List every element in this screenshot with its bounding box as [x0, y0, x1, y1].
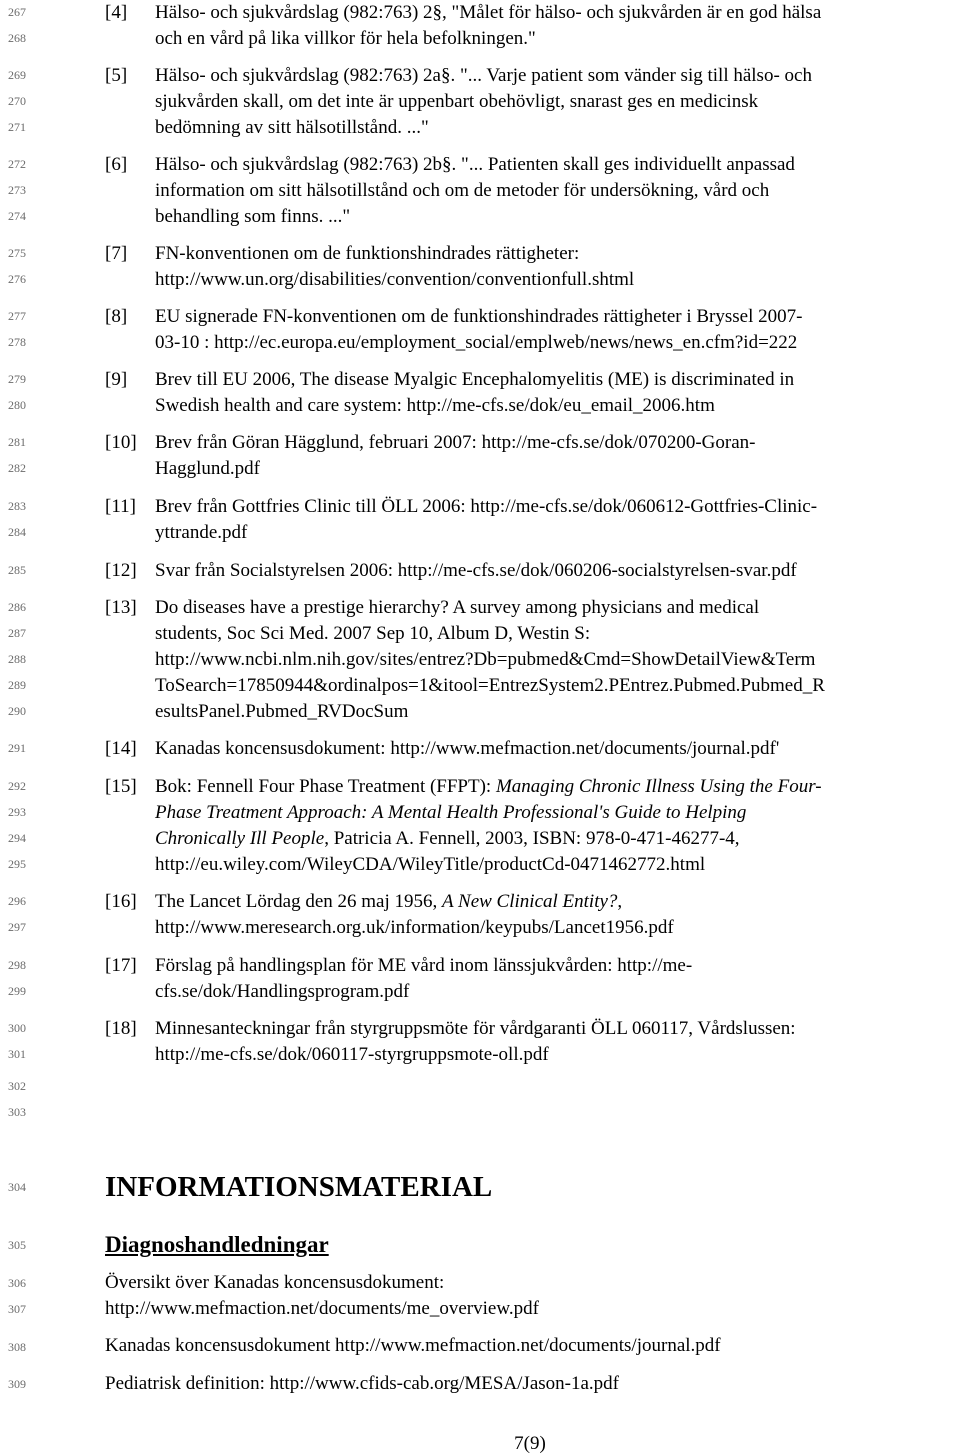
reference-link[interactable]: Swedish health and care system: http://me-cfs.se/dok/eu_email_2006.htm: [155, 395, 715, 416]
reference-link[interactable]: yttrande.pdf: [155, 522, 248, 543]
reference-text: Hälso- och sjukvårdslag (982:763) 2§, "Målet för hälso- och sjukvården är en god hälsa: [155, 2, 822, 23]
list-item-link[interactable]: http://www.mefmaction.net/documents/me_overview.pdf: [105, 1298, 539, 1319]
line-number: 267: [8, 5, 26, 19]
reference-text: [155, 774, 822, 800]
reference-link[interactable]: esultsPanel.Pubmed_RVDocSum: [155, 701, 409, 722]
list-item: Översikt över Kanadas koncensusdokument:: [105, 1272, 445, 1293]
reference-number: [15]: [105, 776, 137, 797]
reference-link[interactable]: Brev från Göran Hägglund, februari 2007: http://me-cfs.se/dok/070200-Goran-: [155, 432, 756, 453]
line-number: 288: [8, 652, 26, 666]
line-number: 287: [8, 626, 26, 640]
line-number: 285: [8, 563, 26, 577]
line-number: 270: [8, 94, 26, 108]
reference-number: [9]: [105, 369, 128, 390]
line-number: 269: [8, 68, 26, 82]
line-number: 306: [8, 1276, 26, 1290]
line-number: 295: [8, 857, 26, 871]
book-title: Managing Chronic Illness Using the Four-: [495, 776, 822, 797]
line-number: 290: [8, 704, 26, 718]
line-number: 301: [8, 1047, 26, 1061]
reference-link[interactable]: Svar från Socialstyrelsen 2006: http://me-cfs.se/dok/060206-socialstyrelsen-svar.pdf: [155, 560, 797, 581]
reference-text-part: ,: [617, 891, 623, 912]
line-number: 299: [8, 984, 26, 998]
line-number: 278: [8, 335, 26, 349]
reference-text: [155, 826, 740, 852]
reference-text-part: , Patricia A. Fennell, 2003, ISBN: 978-0-471-46277-4,: [324, 828, 740, 849]
line-number: 293: [8, 805, 26, 819]
reference-text: Brev till EU 2006, The disease Myalgic Encephalomyelitis (ME) is discriminated in: [155, 369, 795, 390]
reference-number: [6]: [105, 154, 128, 175]
section-subheading: Diagnoshandledningar: [105, 1232, 329, 1257]
section-heading: INFORMATIONSMATERIAL: [105, 1171, 493, 1203]
line-number: 304: [8, 1180, 26, 1194]
line-number: 302: [8, 1079, 26, 1093]
reference-number: [17]: [105, 955, 137, 976]
line-number: 300: [8, 1021, 26, 1035]
reference-number: [14]: [105, 738, 137, 759]
article-title: A New Clinical Entity?: [442, 891, 618, 912]
reference-text: Minnesanteckningar från styrgruppsmöte för vårdgaranti ÖLL 060117, Vårdslussen:: [155, 1018, 796, 1039]
line-number: 303: [8, 1105, 26, 1119]
reference-link[interactable]: http://me-cfs.se/dok/060117-styrgruppsmote-oll.pdf: [155, 1044, 549, 1065]
reference-text: Hälso- och sjukvårdslag (982:763) 2b§. "... Patienten skall ges individuellt anpassad: [155, 154, 795, 175]
line-number: 289: [8, 678, 26, 692]
reference-number: [16]: [105, 891, 137, 912]
line-number: 294: [8, 831, 26, 845]
reference-number: [12]: [105, 560, 137, 581]
reference-text: information om sitt hälsotillstånd och om de metoder för undersökning, vård och: [155, 180, 770, 201]
line-number: 276: [8, 272, 26, 286]
reference-link[interactable]: Förslag på handlingsplan för ME vård inom länssjukvården: http://me-: [155, 955, 693, 976]
line-number: 280: [8, 398, 26, 412]
reference-link[interactable]: Hagglund.pdf: [155, 458, 261, 479]
reference-link[interactable]: ToSearch=17850944&ordinalpos=1&itool=EntrezSystem2.PEntrez.Pubmed.Pubmed_R: [155, 675, 825, 696]
line-number: 307: [8, 1302, 26, 1316]
line-number: 281: [8, 435, 26, 449]
book-title: Phase Treatment Approach: A Mental Health Professional's Guide to Helping: [155, 802, 747, 823]
reference-text: sjukvården skall, om det inte är uppenbart obehövligt, snarast ges en medicinsk: [155, 91, 759, 112]
line-number: 271: [8, 120, 26, 134]
line-number: 275: [8, 246, 26, 260]
reference-link[interactable]: http://www.ncbi.nlm.nih.gov/sites/entrez?Db=pubmed&Cmd=ShowDetailView&Term: [155, 649, 816, 670]
line-number: 297: [8, 920, 26, 934]
reference-text: bedömning av sitt hälsotillstånd. ...": [155, 117, 429, 138]
line-number: 296: [8, 894, 26, 908]
reference-text: FN-konventionen om de funktionshindrades rättigheter:: [155, 243, 580, 264]
reference-text: EU signerade FN-konventionen om de funktionshindrades rättigheter i Bryssel 2007-: [155, 306, 803, 327]
reference-number: [4]: [105, 2, 128, 23]
line-number: 286: [8, 600, 26, 614]
reference-number: [7]: [105, 243, 128, 264]
line-number: 298: [8, 958, 26, 972]
reference-text: Do diseases have a prestige hierarchy? A survey among physicians and medical: [155, 597, 760, 618]
line-number: 277: [8, 309, 26, 323]
reference-link[interactable]: Kanadas koncensusdokument: http://www.mefmaction.net/documents/journal.pdf': [155, 738, 780, 759]
line-number: 284: [8, 525, 26, 539]
line-number: 268: [8, 31, 26, 45]
reference-link[interactable]: 03-10 : http://ec.europa.eu/employment_social/emplweb/news/news_en.cfm?id=222: [155, 332, 798, 353]
list-item-link[interactable]: Kanadas koncensusdokument http://www.mefmaction.net/documents/journal.pdf: [105, 1335, 721, 1356]
reference-text: och en vård på lika villkor för hela befolkningen.": [155, 28, 536, 49]
line-number: 282: [8, 461, 26, 475]
reference-number: [18]: [105, 1018, 137, 1039]
reference-link[interactable]: http://www.meresearch.org.uk/information/keypubs/Lancet1956.pdf: [155, 917, 674, 938]
line-number: 291: [8, 741, 26, 755]
reference-text: students, Soc Sci Med. 2007 Sep 10, Album D, Westin S:: [155, 623, 591, 644]
line-number: 274: [8, 209, 26, 223]
line-number: 283: [8, 499, 26, 513]
page-number: 7(9): [514, 1433, 546, 1454]
reference-number: [8]: [105, 306, 128, 327]
line-number: 305: [8, 1238, 26, 1252]
reference-text-part: Bok: Fennell Four Phase Treatment (FFPT):: [155, 776, 496, 797]
reference-text: Hälso- och sjukvårdslag (982:763) 2a§. "... Varje patient som vänder sig till hälso- och: [155, 65, 812, 86]
reference-number: [13]: [105, 597, 137, 618]
reference-number: [10]: [105, 432, 137, 453]
list-item-link[interactable]: Pediatrisk definition: http://www.cfids-cab.org/MESA/Jason-1a.pdf: [105, 1373, 619, 1394]
reference-text-part: The Lancet Lördag den 26 maj 1956,: [155, 891, 443, 912]
reference-number: [5]: [105, 65, 128, 86]
line-number: 279: [8, 372, 26, 386]
reference-link[interactable]: cfs.se/dok/Handlingsprogram.pdf: [155, 981, 410, 1002]
line-number: 273: [8, 183, 26, 197]
reference-link[interactable]: http://eu.wiley.com/WileyCDA/WileyTitle/productCd-0471462772.html: [155, 854, 706, 875]
reference-text: behandling som finns. ...": [155, 206, 351, 227]
line-number: 292: [8, 779, 26, 793]
reference-link[interactable]: Brev från Gottfries Clinic till ÖLL 2006: http://me-cfs.se/dok/060612-Gottfries-Clinic-: [155, 496, 818, 517]
reference-link[interactable]: http://www.un.org/disabilities/convention/conventionfull.shtml: [155, 269, 635, 290]
book-title: Chronically Ill People: [155, 828, 325, 849]
line-number: 309: [8, 1377, 26, 1391]
reference-text: [155, 889, 622, 915]
line-number: 272: [8, 157, 26, 171]
reference-number: [11]: [105, 496, 136, 517]
line-number: 308: [8, 1340, 26, 1354]
